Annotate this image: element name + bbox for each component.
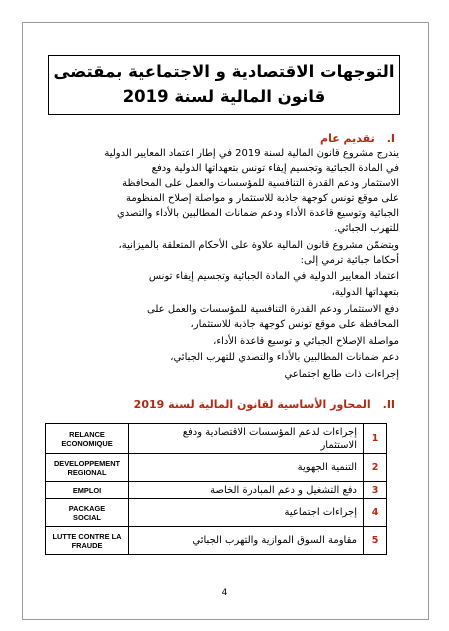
section-1-number: I.	[386, 132, 395, 145]
body-line: الجبائية وتوسيع قاعدة الأداء ودعم ضمانات المطالبين بالأداء والتصدي	[116, 208, 399, 219]
arabic-label: إجراءات لدعم المؤسسات الاقتصادية ودفع الاستثمار	[129, 424, 364, 454]
body-line: بتعهداتها الدولية،	[331, 287, 399, 298]
body-line: في المادة الجبائية وتجسيم إيفاء تونس بتعهداتها الدولية ودفع	[151, 163, 399, 174]
page-border-left	[22, 22, 23, 620]
arabic-label: دفع التشغيل و دعم المبادرة الخاصة	[129, 482, 364, 499]
french-label: DEVELOPPEMENT REGIONAL	[46, 454, 129, 482]
body-line: مواصلة الإصلاح الجبائي و توسيع قاعدة الأداء،	[213, 336, 399, 347]
body-line: الاستثمار ودعم القدرة التنافسية للمؤسسات والعمل على المحافظة	[122, 178, 399, 189]
french-label: RELANCE ECONOMIQUE	[46, 424, 129, 454]
section-2-heading	[134, 398, 395, 411]
body-line: دفع الاستثمار ودعم القدرة التنافسية للمؤسسات والعمل على	[147, 304, 399, 315]
body-line: على موقع تونس كوجهة جاذبة للاستثمار و مواصلة إصلاح المنظومة	[125, 193, 399, 204]
french-label: LUTTE CONTRE LA FRAUDE	[46, 527, 129, 555]
body-line: اعتماد المعايير الدولية في المادة الجبائية وتجسيم إيفاء تونس	[148, 271, 399, 282]
row-number: 3	[364, 482, 387, 499]
body-line: إجراءات ذات طابع اجتماعي	[284, 369, 399, 380]
section-2-title: المحاور الأساسية لقانون المالية لسنة 2019	[133, 398, 371, 411]
body-line: دعم ضمانات المطالبين بالأداء والتصدي للتهرب الجبائي،	[170, 352, 399, 363]
section-1-heading	[320, 132, 395, 145]
table-row	[46, 454, 387, 482]
page-border-bottom	[22, 619, 429, 620]
table-row	[46, 424, 387, 454]
row-number: 4	[364, 499, 387, 527]
title-box	[48, 55, 400, 115]
table-row	[46, 499, 387, 527]
section-1-title: تقديم عام	[320, 132, 375, 145]
page-number: 4	[221, 588, 228, 598]
body-line: للتهرب الجبائي.	[334, 223, 399, 234]
table-row	[46, 527, 387, 555]
page-border-top	[22, 22, 429, 23]
axes-table	[45, 423, 387, 555]
body-line: أحكاما جبائية ترمي إلى:	[300, 255, 399, 266]
french-label: PACKAGE SOCIAL	[46, 499, 129, 527]
section-2-number: II.	[382, 398, 395, 411]
body-line: ويتضمّن مشروع قانون المالية علاوة على الأحكام المتعلقة بالميزانية،	[118, 240, 399, 251]
arabic-label: التنمية الجهوية	[129, 454, 364, 482]
row-number: 1	[364, 424, 387, 454]
title-line-2: قانون المالية لسنة 2019	[122, 87, 326, 106]
arabic-label: إجراءات اجتماعية	[129, 499, 364, 527]
row-number: 2	[364, 454, 387, 482]
arabic-label: مقاومة السوق الموازية والتهرب الجبائي	[129, 527, 364, 555]
page-border-right	[428, 22, 429, 620]
row-number: 5	[364, 527, 387, 555]
title-line-1: التوجهات الاقتصادية و الاجتماعية بمقتضى	[53, 62, 395, 81]
table-row	[46, 482, 387, 499]
body-line: يندرج مشروع قانون المالية لسنة 2019 في إطار اعتماد المعايير الدولية	[104, 148, 399, 159]
body-line: المحافظة على موقع تونس كوجهة جاذبة للاستثمار،	[190, 319, 399, 330]
french-label: EMPLOI	[46, 482, 129, 499]
